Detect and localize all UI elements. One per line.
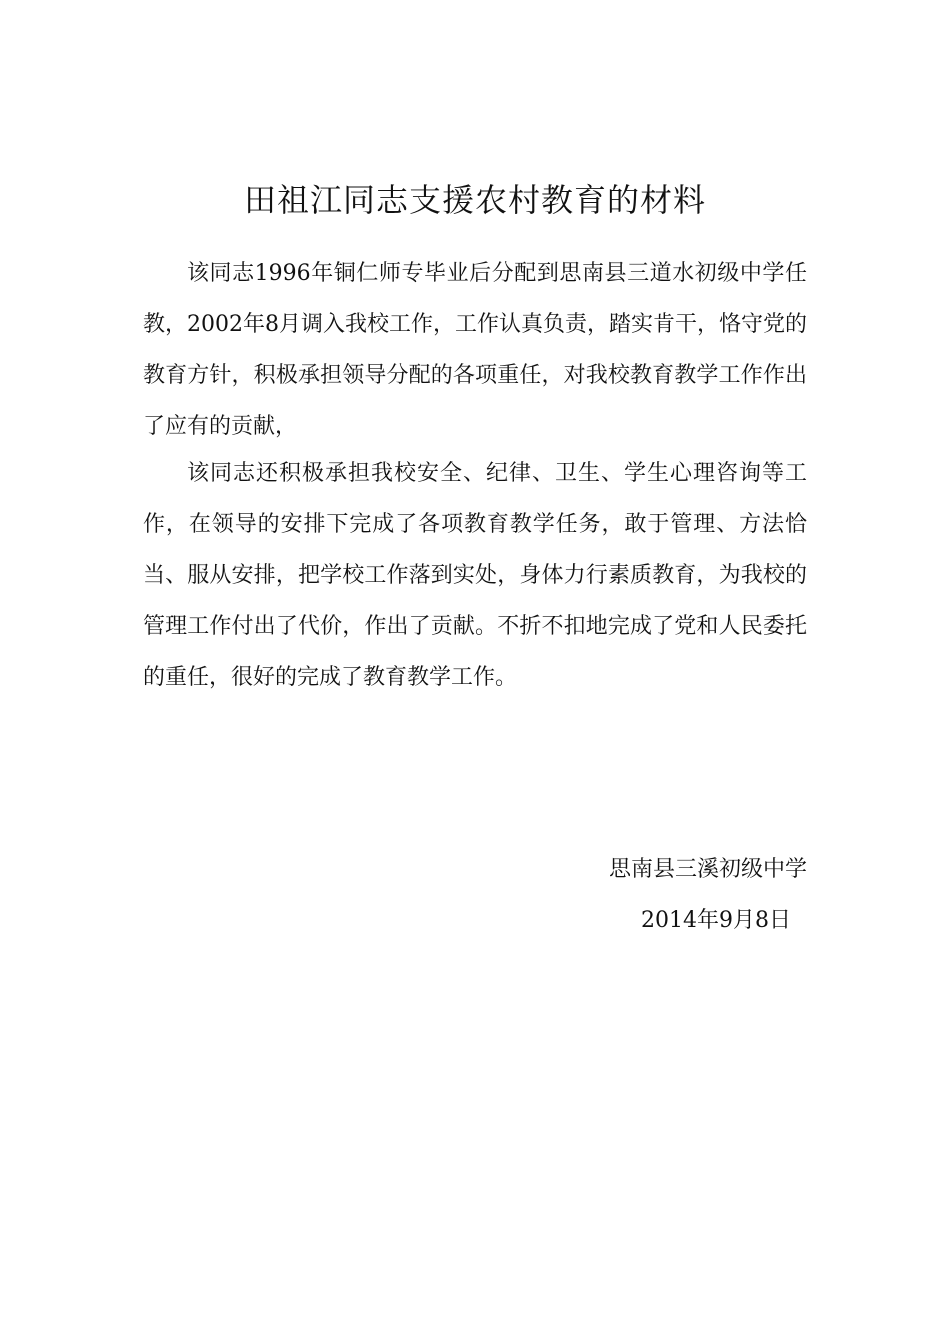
signature-school: 思南县三溪初级中学 [608, 857, 807, 882]
paragraph-1: 该同志1996年铜仁师专毕业后分配到思南县三道水初级中学任教，2002年8月调入我校工作，工作认真负责，踏实肯干，恪守党的教育方针，积极承担领导分配的各项重任，对我校教育教学工作作出了应有的贡献， [143, 261, 807, 439]
document-title: 田祖江同志支援农村教育的材料 [243, 181, 706, 219]
signature-date: 2014年9月8日 [641, 908, 791, 933]
paragraph-2: 该同志还积极承担我校安全、纪律、卫生、学生心理咨询等工作，在领导的安排下完成了各项教育教学任务，敢于管理、方法恰当、服从安排，把学校工作落到实处，身体力行素质教育，为我校的管理工作付出了代价，作出了贡献。不折不扣地完成了党和人民委托的重任，很好的完成了教育教学工作。 [143, 461, 807, 690]
